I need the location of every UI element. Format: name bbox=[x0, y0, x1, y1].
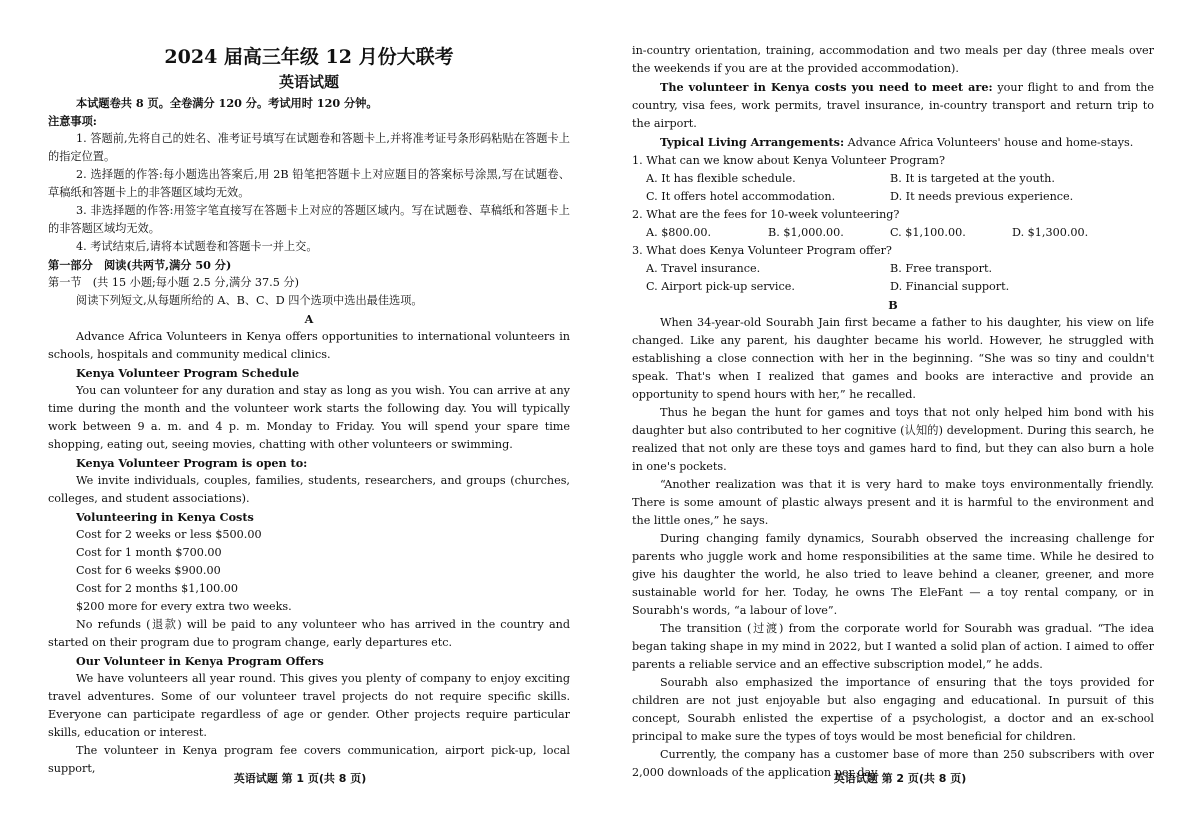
q1-option-b: B. It is targeted at the youth. bbox=[890, 172, 1055, 185]
passage-a-intro: Advance Africa Volunteers in Kenya offers opportunities to international volunteers in schools, hospitals and community medical clinics. bbox=[48, 330, 570, 361]
q2-option-a: A. $800.00. bbox=[646, 226, 712, 239]
question-1: 1. What can we know about Kenya Volunteer Program? bbox=[632, 154, 946, 167]
notice-heading: 注意事项: bbox=[48, 114, 97, 128]
section-heading: 第一节 (共 15 小题;每小题 2.5 分,满分 37.5 分) bbox=[48, 276, 299, 289]
living-paragraph bbox=[632, 133, 1154, 152]
question-2: 2. What are the fees for 10-week volunteering? bbox=[632, 208, 900, 221]
open-to-paragraph: We invite individuals, couples, families, students, researchers, and groups (churches, colleges, and student associations). bbox=[48, 474, 570, 505]
q3-option-a: A. Travel insurance. bbox=[646, 262, 761, 275]
q3-option-d: D. Financial support. bbox=[890, 280, 1010, 293]
page-2-column bbox=[632, 42, 1154, 782]
q2-option-d: D. $1,300.00. bbox=[1012, 226, 1089, 239]
schedule-heading: Kenya Volunteer Program Schedule bbox=[76, 366, 300, 380]
passage-a-label: A bbox=[304, 312, 314, 326]
cost-line-4: Cost for 2 months $1,100.00 bbox=[76, 582, 239, 595]
exam-subtitle: 英语试题 bbox=[278, 73, 339, 91]
question-3-options-row-2 bbox=[632, 278, 1154, 296]
passage-b-paragraph-6: Sourabh also emphasized the importance of ensuring that the toys provided for children are not just enjoyable but also engaging and educational. In pursuit of this concept, Sourabh enlisted the expertise of a psychologist, a doctor and an ex-school principal to make sure the types of toys would be most beneficial for children. bbox=[632, 676, 1154, 743]
notice-3: 3. 非选择题的作答:用签字笔直接写在答题卡上对应的答题区域内。写在试题卷、草稿纸和答题卡上的非答题区域均无效。 bbox=[48, 204, 570, 235]
offers-paragraph: We have volunteers all year round. This gives you plenty of company to enjoy exciting travel adventures. Some of our volunteer travel projects do not require specific skills. Everyone can participate regardless of age or gender. Other projects require particular skills, education or interest. bbox=[48, 672, 570, 739]
cost-line-5: $200 more for every extra two weeks. bbox=[76, 600, 292, 613]
q1-option-c: C. It offers hotel accommodation. bbox=[646, 190, 836, 203]
exam-intro: 本试题卷共 8 页。全卷满分 120 分。考试用时 120 分钟。 bbox=[76, 96, 378, 110]
fee-paragraph-continued: in-country orientation, training, accommodation and two meals per day (three meals over the weekends if you are at the provided accommodation). bbox=[632, 44, 1154, 75]
living-label: Typical Living Arrangements: bbox=[660, 135, 845, 149]
q2-option-b: B. $1,000.00. bbox=[768, 226, 844, 239]
q1-option-d: D. It needs previous experience. bbox=[890, 190, 1074, 203]
q3-option-b: B. Free transport. bbox=[890, 262, 992, 275]
part-heading: 第一部分 阅读(共两节,满分 50 分) bbox=[48, 258, 232, 272]
exam-title: 2024 届高三年级 12 月份大联考 bbox=[164, 46, 454, 68]
passage-b-label: B bbox=[888, 298, 898, 312]
question-3: 3. What does Kenya Volunteer Program offer? bbox=[632, 244, 892, 257]
page-2 bbox=[600, 0, 1200, 833]
cost-line-1: Cost for 2 weeks or less $500.00 bbox=[76, 528, 262, 541]
question-1-options-row-2 bbox=[632, 188, 1154, 206]
question-1-options-row-1 bbox=[632, 170, 1154, 188]
offers-heading: Our Volunteer in Kenya Program Offers bbox=[76, 654, 324, 668]
question-3-options-row-1 bbox=[632, 260, 1154, 278]
cost-line-3: Cost for 6 weeks $900.00 bbox=[76, 564, 221, 577]
q3-option-c: C. Airport pick-up service. bbox=[646, 280, 795, 293]
notice-4: 4. 考试结束后,请将本试题卷和答题卡一并上交。 bbox=[76, 240, 318, 253]
passage-b-paragraph-1: When 34-year-old Sourabh Jain first became a father to his daughter, his view on life changed. Like any parent, his daughter became his world. However, he struggled with establishing a close connection with her in the beginning. “She was so tiny and couldn't speak. That's when I realized that games and books are interactive and provide an opportunity to spend hours with her,” he recalled. bbox=[632, 316, 1154, 401]
fee-paragraph: The volunteer in Kenya program fee covers communication, airport pick-up, local support, bbox=[48, 744, 570, 775]
passage-b-paragraph-7: Currently, the company has a customer base of more than 250 subscribers with over 2,000 downloads of the application per day. bbox=[632, 748, 1154, 779]
page-1-footer: 英语试题 第 1 页(共 8 页) bbox=[233, 772, 367, 785]
notice-1: 1. 答题前,先将自己的姓名、准考证号填写在试题卷和答题卡上,并将准考证号条形码粘贴在答题卡上的指定位置。 bbox=[48, 132, 570, 163]
question-2-options bbox=[632, 224, 1154, 242]
open-to-heading: Kenya Volunteer Program is open to: bbox=[76, 456, 308, 470]
costs-to-meet-text: your flight to and from the country, visa fees, work permits, travel insurance, in-country transport and return trip to the airport. bbox=[632, 81, 1154, 130]
costs-to-meet-label: The volunteer in Kenya costs you need to meet are: bbox=[660, 80, 993, 94]
section-instruction: 阅读下列短文,从每题所给的 A、B、C、D 四个选项中选出最佳选项。 bbox=[76, 294, 423, 307]
schedule-paragraph: You can volunteer for any duration and stay as long as you wish. You can arrive at any time during the month and the volunteer work starts the following day. You will typically work between 9 a. m. and 4 p. m. Monday to Friday. You will spend your spare time shopping, eating out, seeing movies, chatting with other volunteers or swimming. bbox=[48, 384, 570, 451]
q2-option-c: C. $1,100.00. bbox=[890, 226, 966, 239]
passage-b-paragraph-2: Thus he began the hunt for games and toys that not only helped him bond with his daughter but also contributed to her cognitive (认知的) development. During this search, he realized that not only are these toys and games hard to find, but they can also burn a hole in one's pockets. bbox=[632, 406, 1154, 473]
passage-b-paragraph-3: “Another realization was that it is very hard to make toys environmentally friendly. There is some amount of plastic always present and it is harmful to the environment and the little ones,” he says. bbox=[632, 478, 1154, 527]
page-1-column bbox=[48, 40, 570, 778]
costs-to-meet-paragraph bbox=[632, 78, 1154, 133]
notice-2: 2. 选择题的作答:每小题选出答案后,用 2B 铅笔把答题卡上对应题目的答案标号涂黑,写在试题卷、草稿纸和答题卡上的非答题区域均无效。 bbox=[48, 168, 570, 199]
passage-b-paragraph-5: The transition (过渡) from the corporate world for Sourabh was gradual. “The idea began taking shape in my mind in 2022, but I wanted a solid plan of action. I aimed to offer parents a reliable service and an effective subscription model,” he adds. bbox=[632, 622, 1154, 671]
page-2-footer: 英语试题 第 2 页(共 8 页) bbox=[833, 772, 967, 785]
q1-option-a: A. It has flexible schedule. bbox=[646, 172, 796, 185]
refund-paragraph: No refunds (退款) will be paid to any volunteer who has arrived in the country and started on their program due to program change, early departures etc. bbox=[48, 618, 570, 649]
cost-line-2: Cost for 1 month $700.00 bbox=[76, 546, 222, 559]
living-text: Advance Africa Volunteers' house and home-stays. bbox=[844, 136, 1134, 149]
costs-heading: Volunteering in Kenya Costs bbox=[76, 510, 254, 524]
passage-b-paragraph-4: During changing family dynamics, Sourabh observed the increasing challenge for parents who juggle work and home responsibilities at the same time. While he desired to give his daughter the world, he also tried to leave behind a cleaner, greener, and more sustainable world for her. Today, he owns The EleFant — a toy rental company, or in Sourabh's words, “a labour of love”. bbox=[632, 532, 1154, 617]
